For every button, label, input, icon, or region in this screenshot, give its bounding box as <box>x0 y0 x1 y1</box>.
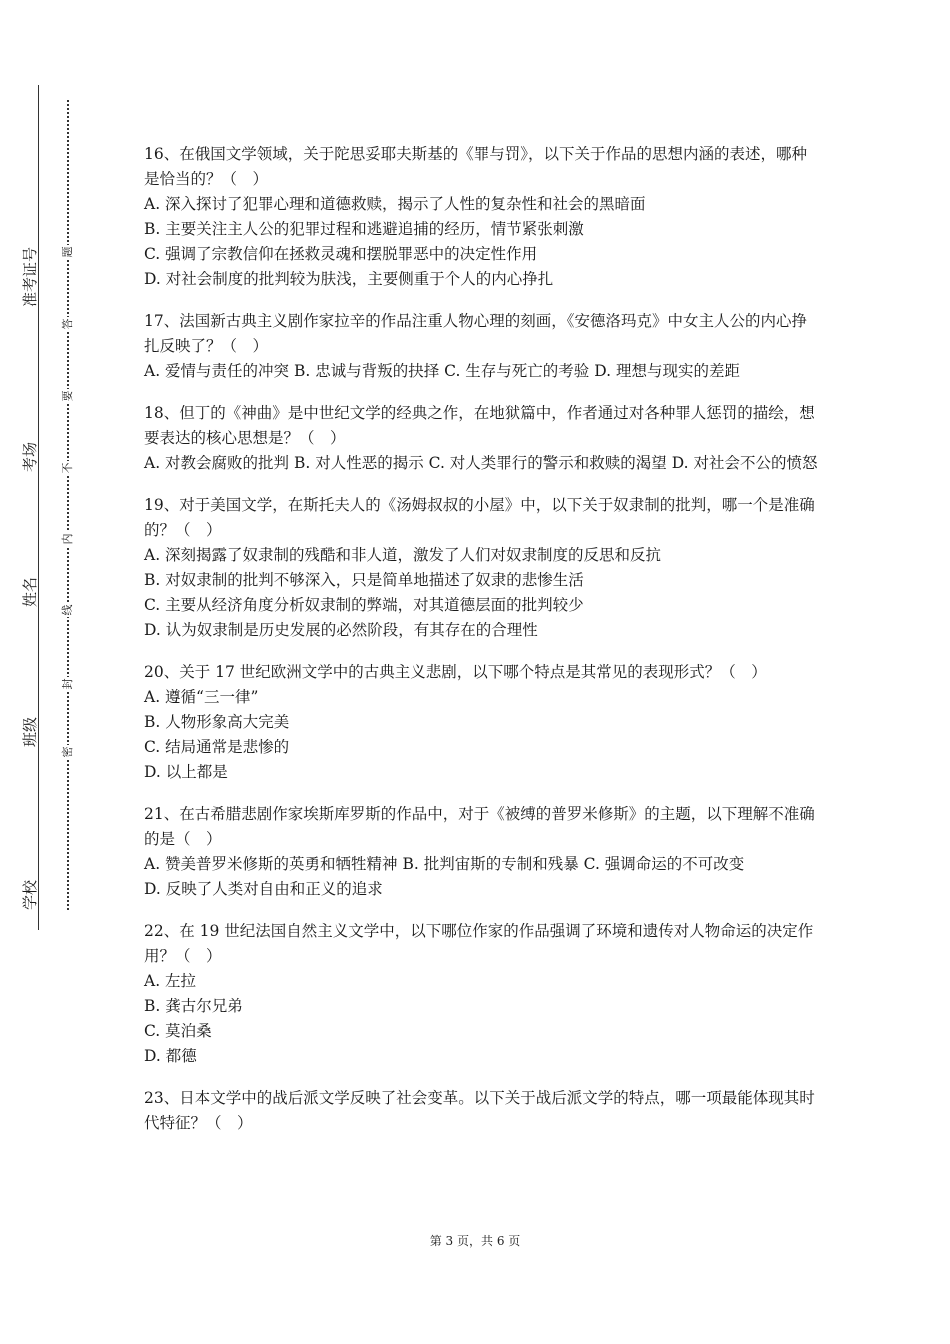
field-label-name: 姓名 <box>21 576 39 607</box>
inline-options: A. 赞美普罗米修斯的英勇和牺牲精神 B. 批判宙斯的专制和残暴 C. 强调命运的不可改变 <box>144 855 745 873</box>
option-d: D. 认为奴隶制是历史发展的必然阶段，有其存在的合理性 <box>144 621 538 639</box>
binding-margin <box>0 0 110 1344</box>
option-b: B. 龚古尔兄弟 <box>144 997 243 1015</box>
option-d: D. 都德 <box>144 1047 197 1065</box>
option-b: B. 人物形象高大完美 <box>144 713 290 731</box>
option-b: B. 主要关注主人公的犯罪过程和逃避追捕的经历，情节紧张刺激 <box>144 220 584 238</box>
seal-char: 封 <box>61 678 74 690</box>
option-c: C. 强调了宗教信仰在拯救灵魂和摆脱罪恶中的决定性作用 <box>144 245 538 263</box>
option-a: A. 深入探讨了犯罪心理和道德救赎，揭示了人性的复杂性和社会的黑暗面 <box>144 195 646 213</box>
question-stem: 18、但丁的《神曲》是中世纪文学的经典之作，在地狱篇中，作者通过对各种罪人惩罚的描绘，想要表达的核心思想是？（ ） <box>144 404 815 447</box>
question-stem: 20、关于 17 世纪欧洲文学中的古典主义悲剧，以下哪个特点是其常见的表现形式？（ ） <box>144 663 767 681</box>
option-b: B. 对奴隶制的批判不够深入，只是简单地描述了奴隶的悲惨生活 <box>144 571 584 589</box>
seal-char: 线 <box>61 604 74 616</box>
seal-char: 要 <box>61 390 74 402</box>
question-stem: 16、在俄国文学领域，关于陀思妥耶夫斯基的《罪与罚》，以下关于作品的思想内涵的表述，哪种是恰当的？（ ） <box>144 145 807 188</box>
question-list <box>144 142 820 1153</box>
question-19 <box>144 493 820 643</box>
inline-options: A. 爱情与责任的冲突 B. 忠诚与背叛的抉择 C. 生存与死亡的考验 D. 理想与现实的差距 <box>144 362 740 380</box>
question-22 <box>144 919 820 1069</box>
inline-options: A. 对教会腐败的批判 B. 对人性恶的揭示 C. 对人类罪行的警示和救赎的渴望 D. 对社会不公的愤怒 <box>144 454 818 472</box>
page-footer: 第 3 页，共 6 页 <box>429 1234 521 1248</box>
seal-char: 不 <box>61 462 74 474</box>
question-23 <box>144 1086 820 1136</box>
question-18 <box>144 401 820 476</box>
option-a: A. 深刻揭露了奴隶制的残酷和非人道，激发了人们对奴隶制度的反思和反抗 <box>144 546 662 564</box>
seal-char: 内 <box>61 533 74 545</box>
question-stem: 17、法国新古典主义剧作家拉辛的作品注重人物心理的刻画，《安德洛玛克》中女主人公的内心挣扎反映了？（ ） <box>144 312 807 355</box>
question-stem: 22、在 19 世纪法国自然主义文学中，以下哪位作家的作品强调了环境和遗传对人物命运的决定作用？（ ） <box>144 922 814 965</box>
option-a: A. 左拉 <box>144 972 197 990</box>
question-stem: 23、日本文学中的战后派文学反映了社会变革。以下关于战后派文学的特点，哪一项最能体现其时代特征？（ ） <box>144 1089 815 1132</box>
option-a: A. 遵循“三一律” <box>144 688 259 706</box>
seal-dotted-line <box>67 100 69 910</box>
option-c: C. 莫泊桑 <box>144 1022 212 1040</box>
option-d: D. 对社会制度的批判较为肤浅，主要侧重于个人的内心挣扎 <box>144 270 554 288</box>
field-label-exam-id: 准考证号 <box>21 246 39 307</box>
option-d: D. 反映了人类对自由和正义的追求 <box>144 880 383 898</box>
field-label-class: 班级 <box>21 716 39 747</box>
question-17 <box>144 309 820 384</box>
question-stem: 21、在古希腊悲剧作家埃斯库罗斯的作品中，对于《被缚的普罗米修斯》的主题，以下理解不准确的是（ ） <box>144 805 815 848</box>
question-21 <box>144 802 820 902</box>
seal-char: 密 <box>61 746 74 758</box>
binding-solid-line <box>38 85 39 930</box>
question-16 <box>144 142 820 292</box>
field-label-school: 学校 <box>21 879 39 910</box>
field-label-exam-room: 考场 <box>21 441 39 472</box>
option-c: C. 主要从经济角度分析奴隶制的弊端，对其道德层面的批判较少 <box>144 596 584 614</box>
question-stem: 19、对于美国文学，在斯托夫人的《汤姆叔叔的小屋》中，以下关于奴隶制的批判，哪一个是准确的？（ ） <box>144 496 815 539</box>
seal-char: 答 <box>61 318 74 330</box>
option-c: C. 结局通常是悲惨的 <box>144 738 290 756</box>
option-d: D. 以上都是 <box>144 763 228 781</box>
seal-char: 题 <box>61 246 74 258</box>
question-20 <box>144 660 820 785</box>
